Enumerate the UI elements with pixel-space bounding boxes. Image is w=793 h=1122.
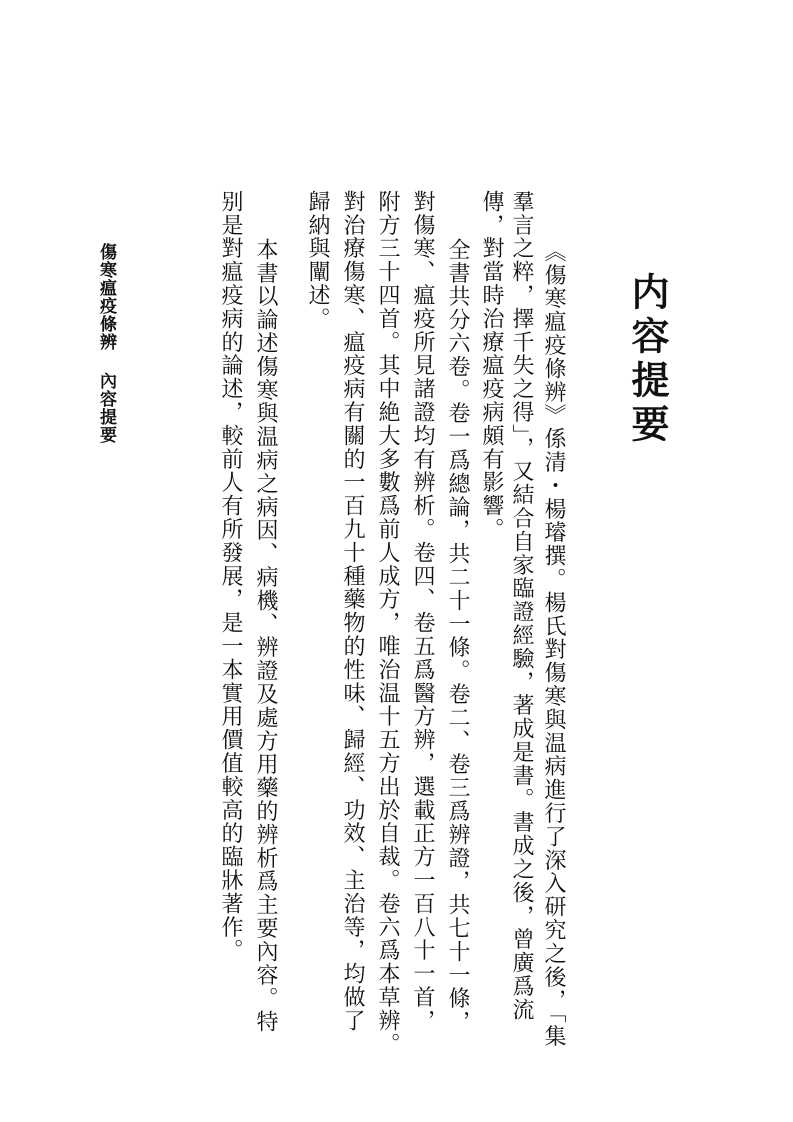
page-title: 内容提要 xyxy=(625,272,670,448)
paragraph-3-line-2: 别是對瘟疫病的論述，較前人有所發展，是一本實用價值較高的臨牀著作。 xyxy=(218,190,243,963)
paragraph-2-line-1: 全書共分六卷。卷一爲總論，共二十一條。卷二、卷三爲辨證，共七十一條， xyxy=(445,238,470,1034)
margin-book-title: 傷寒瘟疫條辨 xyxy=(96,243,116,351)
paragraph-1-line-3: 傳，對當時治療瘟疫病頗有影響。 xyxy=(479,190,504,541)
paragraph-1-line-1: 《傷寒瘟疫條辨》係清・楊璿撰。楊氏對傷寒與温病進行了深入研究之後，「集 xyxy=(541,240,566,1048)
paragraph-1-line-2: 羣言之粹，擇千失之得」，又結合自家臨證經驗，著成是書。書成之後，曾廣爲流 xyxy=(509,190,534,1022)
paragraph-2-line-5: 歸納與闡述。 xyxy=(305,190,330,331)
paragraph-2-line-4: 對治療傷寒、瘟疫病有關的一百九十種藥物的性味、歸經、功效、主治等，均做了 xyxy=(340,190,365,1033)
paragraph-2-line-2: 對傷寒、瘟疫所見諸證均有辨析。卷四、卷五爲醫方辨，選載正方一百八十一首， xyxy=(410,190,435,1033)
paragraph-3-line-1: 本書以論述傷寒與温病之病因、病機、辨證及處方用藥的辨析爲主要內容。特 xyxy=(253,238,278,1034)
margin-section-title: 內容提要 xyxy=(96,371,116,444)
margin-running-title xyxy=(94,243,119,444)
paragraph-2-line-3: 附方三十四首。其中絶大多數爲前人成方，唯治温十五方出於自裁。卷六爲本草辨。 xyxy=(375,190,400,1056)
